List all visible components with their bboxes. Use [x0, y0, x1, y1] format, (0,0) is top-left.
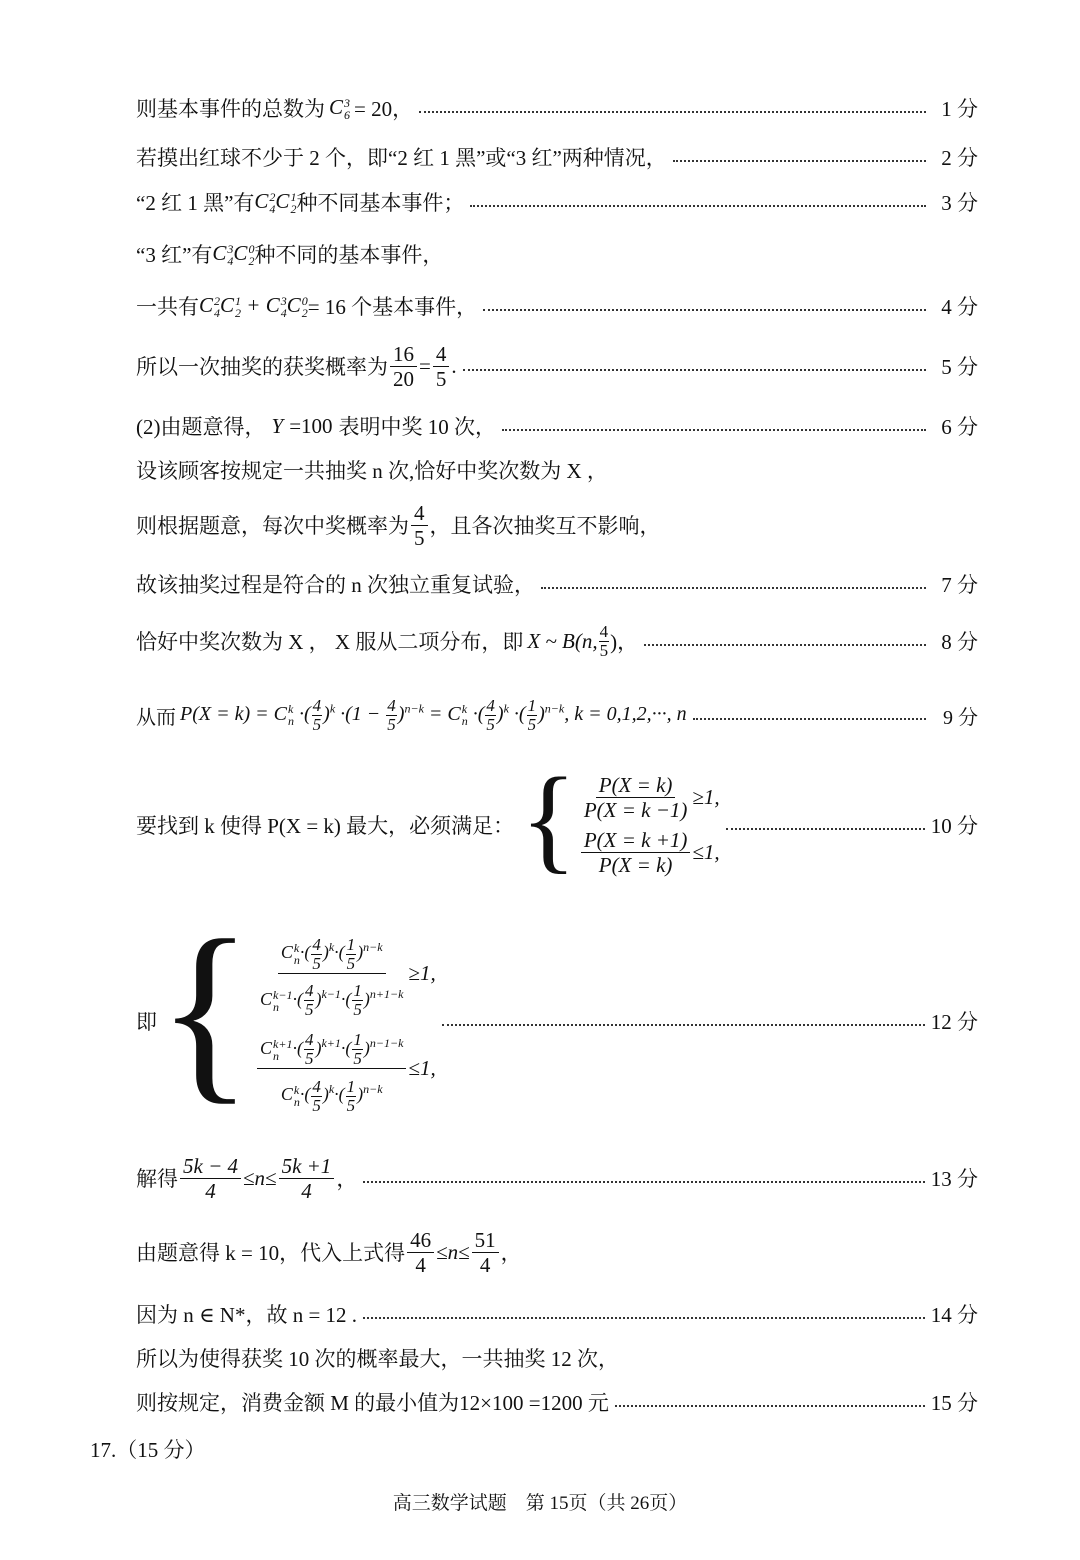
line-19-text: 则按规定，消费金额 M 的最小值为12×100 =1200 元 — [136, 1391, 609, 1415]
line-10-text: 故该抽奖过程是符合的 n 次独立重复试验， — [136, 573, 535, 597]
line-2-text: 若摸出红球不少于 2 个，即“2 红 1 黑”或“3 红”两种情况， — [136, 146, 667, 170]
score-label: 1 分 — [941, 97, 978, 121]
line-12-text: 从而 — [136, 706, 176, 729]
line-16-text: 由题意得 k = 10，代入上式得 — [136, 1241, 406, 1265]
line-5-post: = 16 个基本事件， — [307, 295, 478, 319]
score-label: 5 分 — [941, 355, 978, 379]
brace: { — [520, 753, 577, 884]
leader-dots — [673, 160, 926, 162]
line-4-formula: C 3 4 C 0 2 — [212, 240, 255, 269]
line-17-text: 因为 n ∈ N*，故 n = 12 . — [136, 1303, 358, 1327]
line-5 — [136, 288, 978, 324]
line-1-eq: = 20， — [354, 97, 414, 121]
fraction: $\frac{16}{20}$ — [390, 342, 417, 391]
line-11: 恰好中奖次数为 X ， X 服从二项分布，即 X ~ B(n, $\frac{4}{5}$ )， 8 分 — [136, 621, 978, 660]
line-12 — [136, 688, 978, 742]
score-label: 15 分 — [930, 1391, 978, 1415]
line-7-post: 表明中奖 10 次， — [338, 415, 497, 439]
line-15: 解得 $\frac{5k - 4}{4}$ ≤n≤ $\frac{5k +1}{4}$ ， 13 分 — [136, 1153, 978, 1203]
leader-dots — [693, 718, 926, 720]
line-1-text: 则基本事件的总数为 — [136, 97, 325, 121]
question-17-heading: 17.（15 分） — [90, 1438, 206, 1462]
score-label: 14 分 — [930, 1303, 978, 1327]
brace: { — [157, 900, 253, 1121]
line-8-text: 设该顾客按规定一共抽奖 n 次,恰好中奖次数为 X ， — [136, 459, 608, 483]
line-14-text: 即 — [136, 1010, 157, 1034]
line-4-text: “3 红”有 — [136, 243, 213, 267]
score-label: 8 分 — [941, 630, 978, 654]
score-label: 13 分 — [930, 1167, 978, 1191]
line-9-text: 则根据题意，每次中奖概率为 — [136, 514, 409, 538]
line-8 — [136, 452, 978, 488]
line-11-text: 恰好中奖次数为 X ， X 服从二项分布，即 — [136, 630, 524, 654]
line-13 — [136, 753, 978, 890]
line-19 — [136, 1384, 978, 1420]
line-10 — [136, 566, 978, 602]
leader-dots — [615, 1405, 925, 1407]
fraction: $\frac{46}{4}$ — [407, 1228, 434, 1277]
line-13-text: 要找到 k 使得 P(X = k) 最大，必须满足： — [136, 814, 515, 838]
fraction: $\frac{4}{5}$ — [411, 501, 428, 550]
leader-dots — [483, 309, 926, 311]
line-4 — [136, 236, 978, 272]
leader-dots — [502, 429, 926, 431]
fraction: $\frac{51}{4}$ — [472, 1228, 499, 1277]
fraction: $\frac{4}{5}$ — [599, 621, 609, 660]
line-7: (2)由题意得， Y =100 表明中奖 10 次， 6 分 — [136, 408, 978, 444]
score-label: 10 分 — [930, 814, 978, 838]
line-15-text: 解得 — [136, 1167, 178, 1191]
fraction: $\frac{5k - 4}{4}$ — [180, 1154, 241, 1203]
line-3-post: 种不同基本事件； — [296, 191, 465, 215]
line-3-formula: C 2 4 C 1 2 — [254, 188, 297, 217]
line-6: 所以一次抽奖的获奖概率为 $\frac{16}{20}$ = $\frac{4}{5}$ . 5 分 — [136, 341, 978, 391]
line-17 — [136, 1296, 978, 1332]
fraction: $\frac{4}{5}$ — [433, 342, 450, 391]
score-label: 3 分 — [941, 191, 978, 215]
line-9 — [136, 498, 978, 552]
line-3 — [136, 184, 978, 220]
score-label: 6 分 — [941, 415, 978, 439]
line-1-formula: C 3 6 — [329, 94, 351, 123]
line-1 — [136, 90, 978, 126]
line-7-formula: Y — [271, 413, 284, 438]
line-12-formula: P(X = k) = C k n ·( $\frac{4}{5}$ )$^k$ ·(1 − $\frac{4}{5}$ )$^{n-k}$ = C k n ·( $\frac{4}{5}$ )$^k$ ·( $\frac{1}{5}$ )$^{n-k}$, k = 0,1,2,···, n — [180, 695, 687, 734]
leader-dots — [463, 369, 926, 371]
leader-dots — [419, 111, 926, 113]
line-11-formula: X ~ B(n, — [527, 628, 598, 653]
score-label: 4 分 — [941, 295, 978, 319]
leader-dots — [726, 828, 925, 830]
line-18 — [136, 1340, 978, 1376]
line-7-text: (2)由题意得， — [136, 415, 266, 439]
line-4-post: 种不同的基本事件， — [254, 243, 444, 267]
line-9-post: ，且各次抽奖互不影响， — [429, 514, 661, 538]
line-14 — [136, 900, 978, 1134]
leader-dots — [442, 1024, 925, 1026]
leader-dots — [541, 587, 926, 589]
leader-dots — [470, 205, 926, 207]
score-label: 9 分 — [943, 706, 978, 729]
leader-dots — [363, 1317, 925, 1319]
line-5-text: 一共有 — [136, 295, 199, 319]
score-label: 7 分 — [941, 573, 978, 597]
system-of-inequalities: C k n ·( $\frac{4}{5}$ )$^k$·( $\frac{1}{5}$ )$^{n-k}$ C k−1 n ·( $\frac{4}{5}$ )$^{k-1}$·( $\frac{1}{5}$ )$^{n+1-k}$ ≥1, C k+1 n ·( $\frac{4}{5}$ )$^{k+1}$·( $\frac{1}{5}$ )$^{n-1-k}$ C k n ·( $\frac{4}{5}$ )$^k$·( $\frac{1}{5}$ )$^{n-k}$ ≤1, — [255, 927, 436, 1115]
line-3-text: “2 红 1 黑”有 — [136, 191, 255, 215]
score-label: 12 分 — [930, 1010, 978, 1034]
system-of-inequalities: $\frac{P(X = k)}{P(X = k -1)}$ ≥1, $\frac{P(X = k +1)}{P(X = k)}$ ≤1, — [579, 773, 720, 877]
line-6-text: 所以一次抽奖的获奖概率为 — [136, 355, 388, 379]
line-18-text: 所以为使得获奖 10 次的概率最大，一共抽奖 12 次， — [136, 1347, 619, 1371]
line-5-formula: C 2 4 C 1 2 + C 3 4 C 0 2 — [199, 292, 308, 321]
score-label: 2 分 — [941, 146, 978, 170]
page-footer: 高三数学试题 第 15页（共 26页） — [392, 1493, 688, 1514]
leader-dots — [363, 1181, 924, 1183]
leader-dots — [644, 644, 926, 646]
line-2 — [136, 140, 978, 174]
fraction: $\frac{5k +1}{4}$ — [279, 1154, 335, 1203]
line-16: 由题意得 k = 10，代入上式得 $\frac{46}{4}$ ≤n≤ $\frac{51}{4}$ ， — [136, 1227, 522, 1277]
